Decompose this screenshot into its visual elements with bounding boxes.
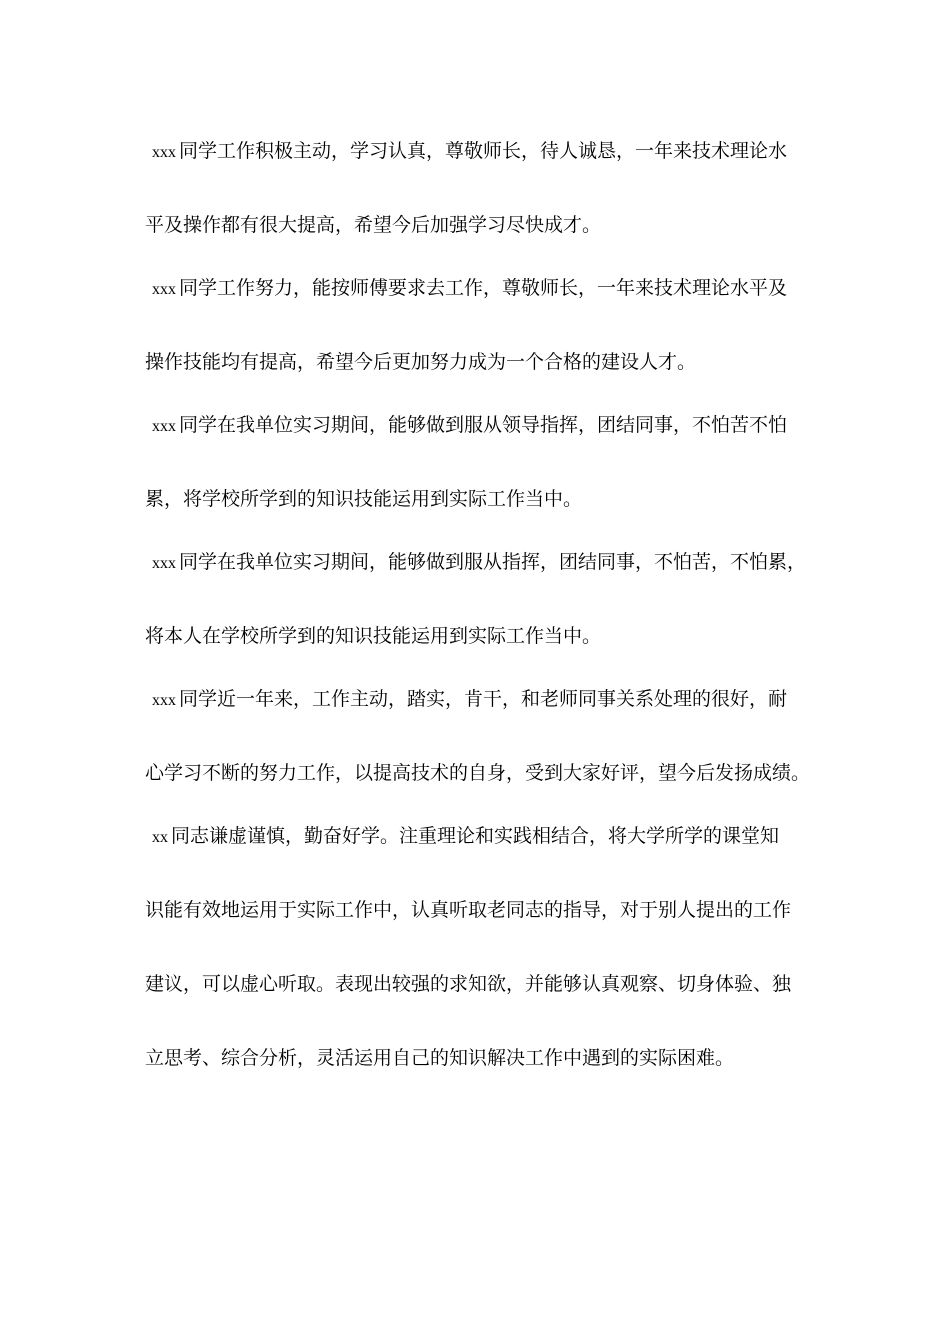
- paragraph-6-line-2: 识能有效地运用于实际工作中，认真听取老同志的指导，对于别人提出的工作: [145, 899, 792, 921]
- paragraph-5-line-2: 心学习不断的努力工作，以提高技术的自身，受到大家好评，望今后发扬成绩。: [145, 762, 811, 784]
- paragraph-4-name-prefix: xxx: [152, 555, 176, 572]
- paragraph-5-text-1: 同学近一年来，工作主动，踏实，肯干，和老师同事关系处理的很好，耐: [179, 688, 788, 710]
- paragraph-4-text-1: 同学在我单位实习期间，能够做到服从指挥，团结同事，不怕苦，不怕累，: [179, 551, 807, 573]
- paragraph-2-line-1: [152, 275, 832, 303]
- paragraph-2-text-1: 同学工作努力，能按师傅要求去工作，尊敬师长，一年来技术理论水平及: [179, 277, 788, 299]
- paragraph-6-text-1: 同志谦虚谨慎，勤奋好学。注重理论和实践相结合，将大学所学的课堂知: [171, 825, 780, 847]
- paragraph-1-text-1: 同学工作积极主动，学习认真，尊敬师长，待人诚恳，一年来技术理论水: [179, 140, 788, 162]
- paragraph-6-line-4: 立思考、综合分析，灵活运用自己的知识解决工作中遇到的实际困难。: [145, 1047, 735, 1069]
- paragraph-6-line-3: 建议，可以虚心听取。表现出较强的求知欲，并能够认真观察、切身体验、独: [145, 973, 792, 995]
- paragraph-4-line-1: [152, 549, 832, 577]
- paragraph-2-line-2: 操作技能均有提高，希望今后更加努力成为一个合格的建设人才。: [145, 351, 697, 373]
- paragraph-5-line-1: [152, 686, 832, 714]
- paragraph-6-line-1: [152, 823, 832, 851]
- paragraph-2-name-prefix: xxx: [152, 281, 176, 298]
- paragraph-3-line-2: 累，将学校所学到的知识技能运用到实际工作当中。: [145, 488, 583, 510]
- paragraph-5-name-prefix: xxx: [152, 692, 176, 709]
- paragraph-1-line-2: 平及操作都有很大提高，希望今后加强学习尽快成才。: [145, 214, 602, 236]
- paragraph-6-name-prefix: xx: [152, 829, 168, 846]
- paragraph-3-text-1: 同学在我单位实习期间，能够做到服从领导指挥，团结同事，不怕苦不怕: [179, 414, 788, 436]
- paragraph-3-line-1: [152, 412, 832, 440]
- paragraph-1-line-1: [152, 138, 832, 166]
- paragraph-3-name-prefix: xxx: [152, 418, 176, 435]
- paragraph-1-name-prefix: xxx: [152, 144, 176, 161]
- paragraph-4-line-2: 将本人在学校所学到的知识技能运用到实际工作当中。: [145, 625, 602, 647]
